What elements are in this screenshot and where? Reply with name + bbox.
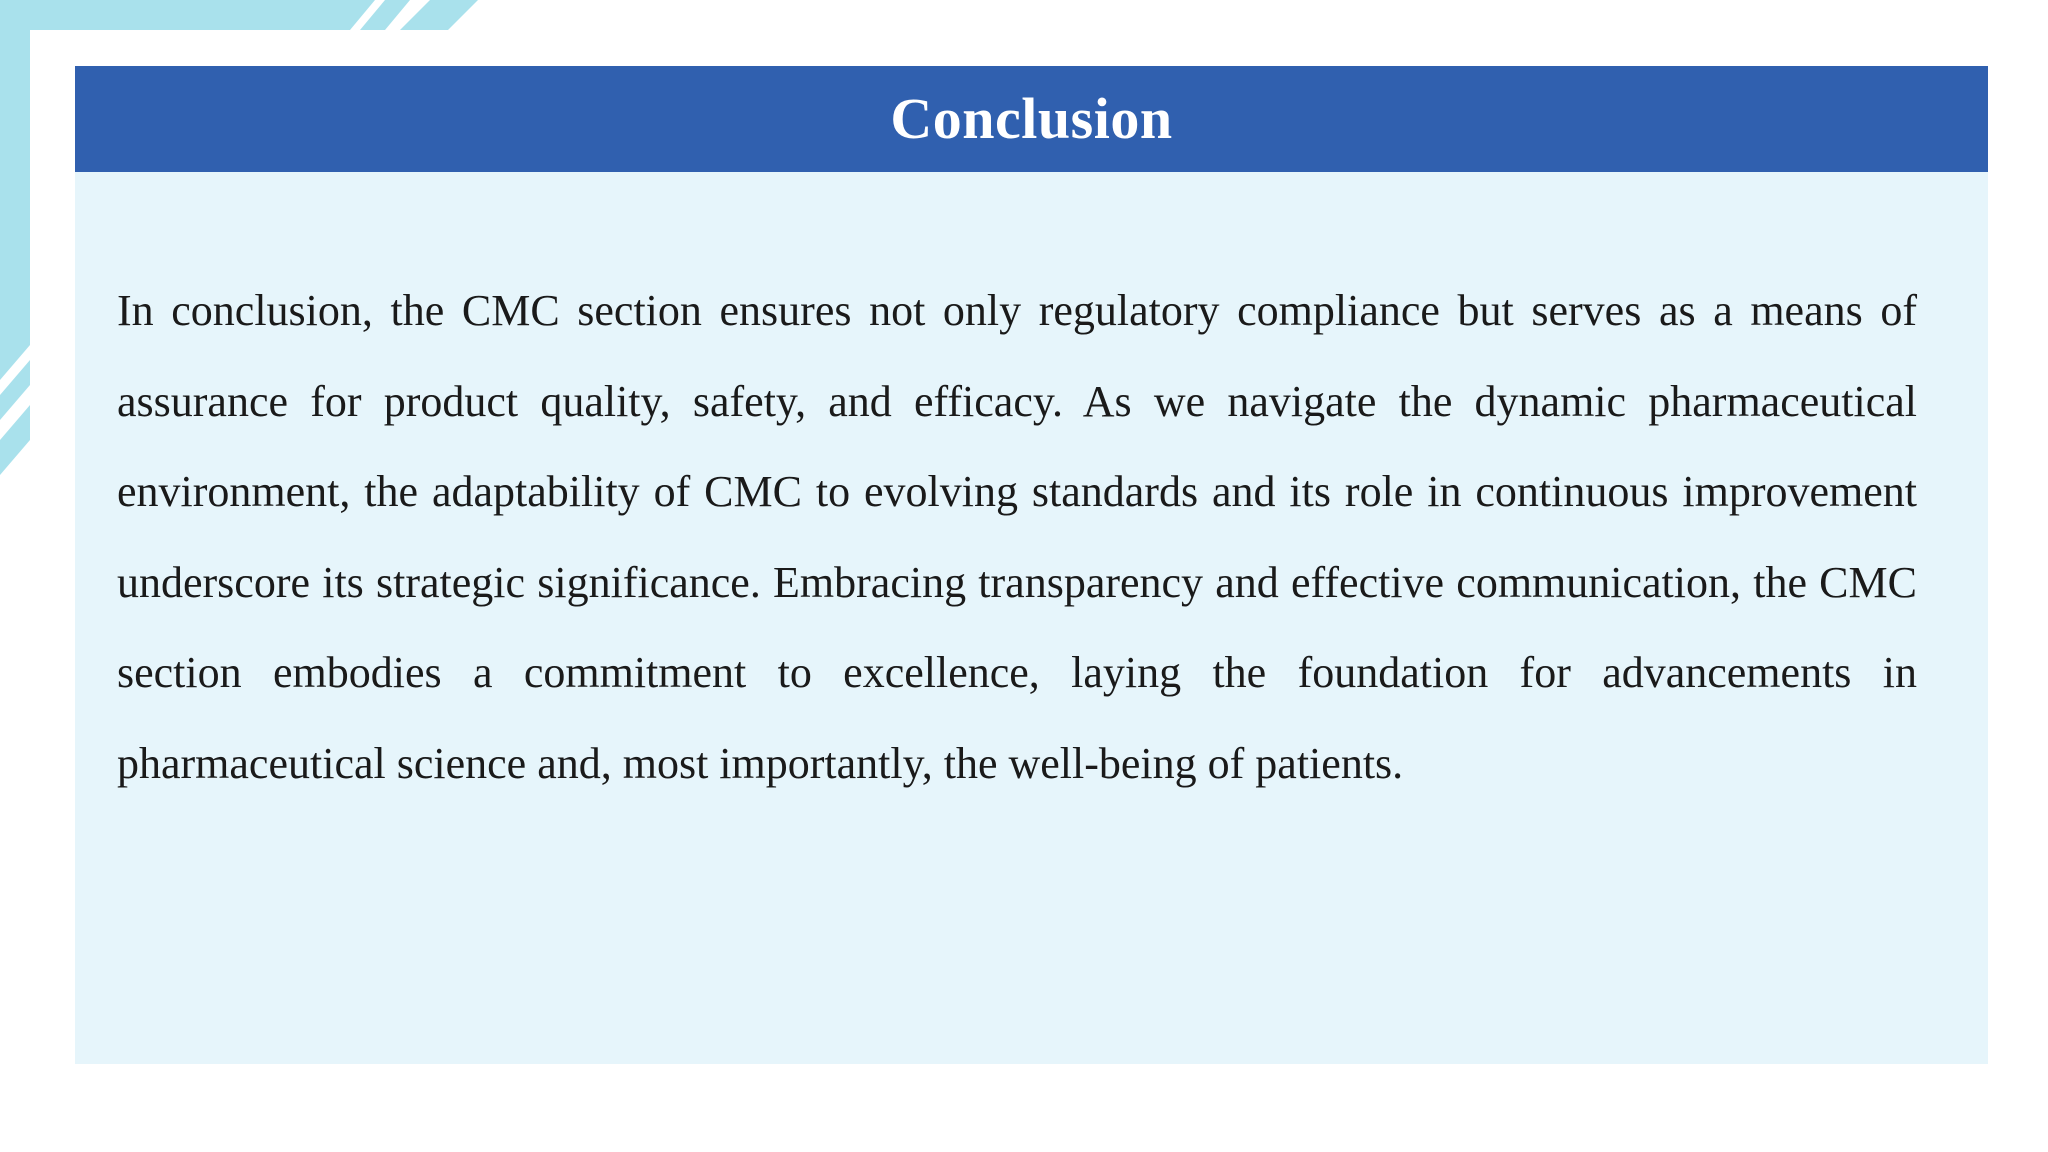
title-bar [75,66,1988,172]
slide-title: Conclusion [890,86,1173,151]
deco-left-stripe-2 [0,405,30,475]
deco-top-stripe-2 [400,0,478,30]
deco-left-band [0,0,30,380]
conclusion-paragraph: In conclusion, the CMC section ensures not only regulatory compliance but serves as a means of assurance for product quality, safety, and efficacy. As we navigate the dynamic pharmaceutical environment, the adaptability of CMC to evolving standards and its role in continuous improvement underscore its strategic significance. Embracing transparency and effective communication, the CMC section embodies a commitment to excellence, laying the foundation for advancements in pharmaceutical science and, most importantly, the well-being of patients. [117,286,1917,788]
deco-top-band [0,0,375,30]
content-panel [75,66,1988,1064]
